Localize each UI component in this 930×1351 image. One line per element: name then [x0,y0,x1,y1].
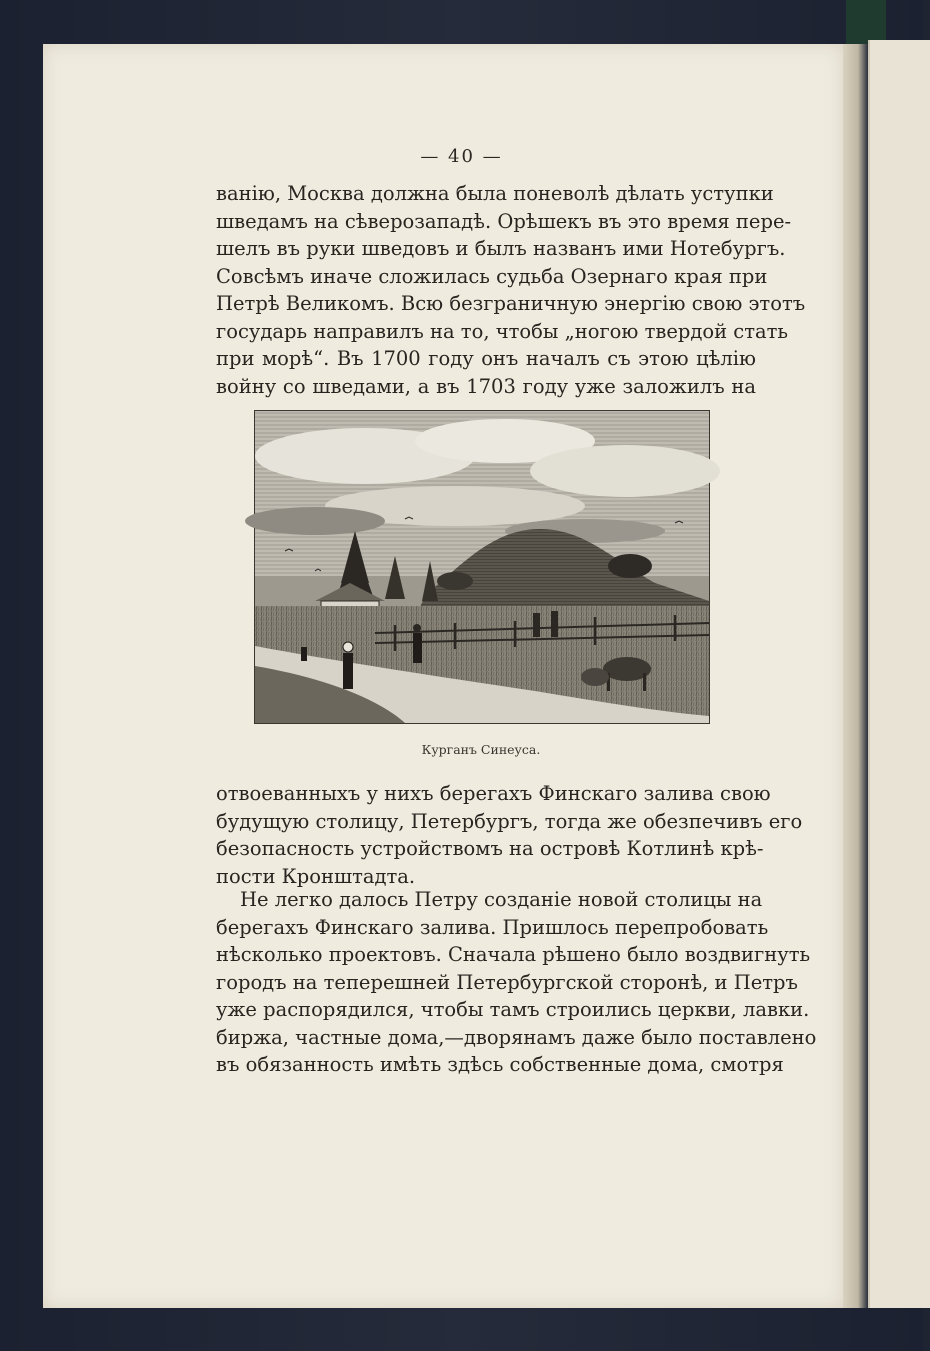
text-line: при морѣ“. Въ 1700 году онъ началъ съ этою цѣлію [216,347,756,370]
text-line: ванію, Москва должна была поневолѣ дѣлать уступки [216,182,774,205]
text-line: будущую столицу, Петербургъ, тогда же обезпечивъ его [216,809,803,833]
text-line: пости Кронштадта. [216,864,416,888]
text-line: шведамъ на сѣверозападѣ. Орѣшекъ въ это время пере- [216,209,792,233]
paragraph-bottom [216,886,817,1079]
figure-caption: Курганъ Синеуса. [421,742,541,757]
text-line: безопасность устройствомъ на островѣ Котлинѣ крѣ- [216,837,764,860]
page-number: — 40 — [420,146,503,167]
text-line: въ обязанность имѣть здѣсь собственные дома, смотря [216,1053,784,1076]
facing-page-edge [868,40,930,1308]
paragraph-top [216,180,806,400]
text-line: биржа, частные дома,—дворянамъ даже было поставлено [216,1025,817,1049]
text-line: Совсѣмъ иначе сложилась судьба Озернаго края при [216,264,768,288]
text-line: нѣсколько проектовъ. Сначала рѣшено было воздвигнуть [216,943,811,966]
text-line: войну со шведами, а въ 1703 году уже заложилъ на [216,374,756,398]
text-line: отвоеванныхъ у нихъ берегахъ Финскаго залива свою [216,782,771,805]
paragraph-middle [216,780,803,890]
text-line: городъ на теперешней Петербургской сторонѣ, и Петръ [216,970,798,994]
text-line: уже распорядился, чтобы тамъ строились церкви, лавки. [216,998,810,1021]
engraving-illustration [254,410,710,724]
text-line: Петрѣ Великомъ. Всю безграничную энергію свою этотъ [216,292,806,315]
text-line: шелъ въ руки шведовъ и былъ названъ ими Нотебургъ. [216,237,786,260]
text-line: Не легко далось Петру созданіе новой столицы на [240,888,763,911]
book-gutter [843,44,868,1308]
text-line: государь направилъ на то, чтобы „ногою твердой стать [216,319,789,343]
text-line: берегахъ Финскаго залива. Пришлось перепробовать [216,915,769,939]
